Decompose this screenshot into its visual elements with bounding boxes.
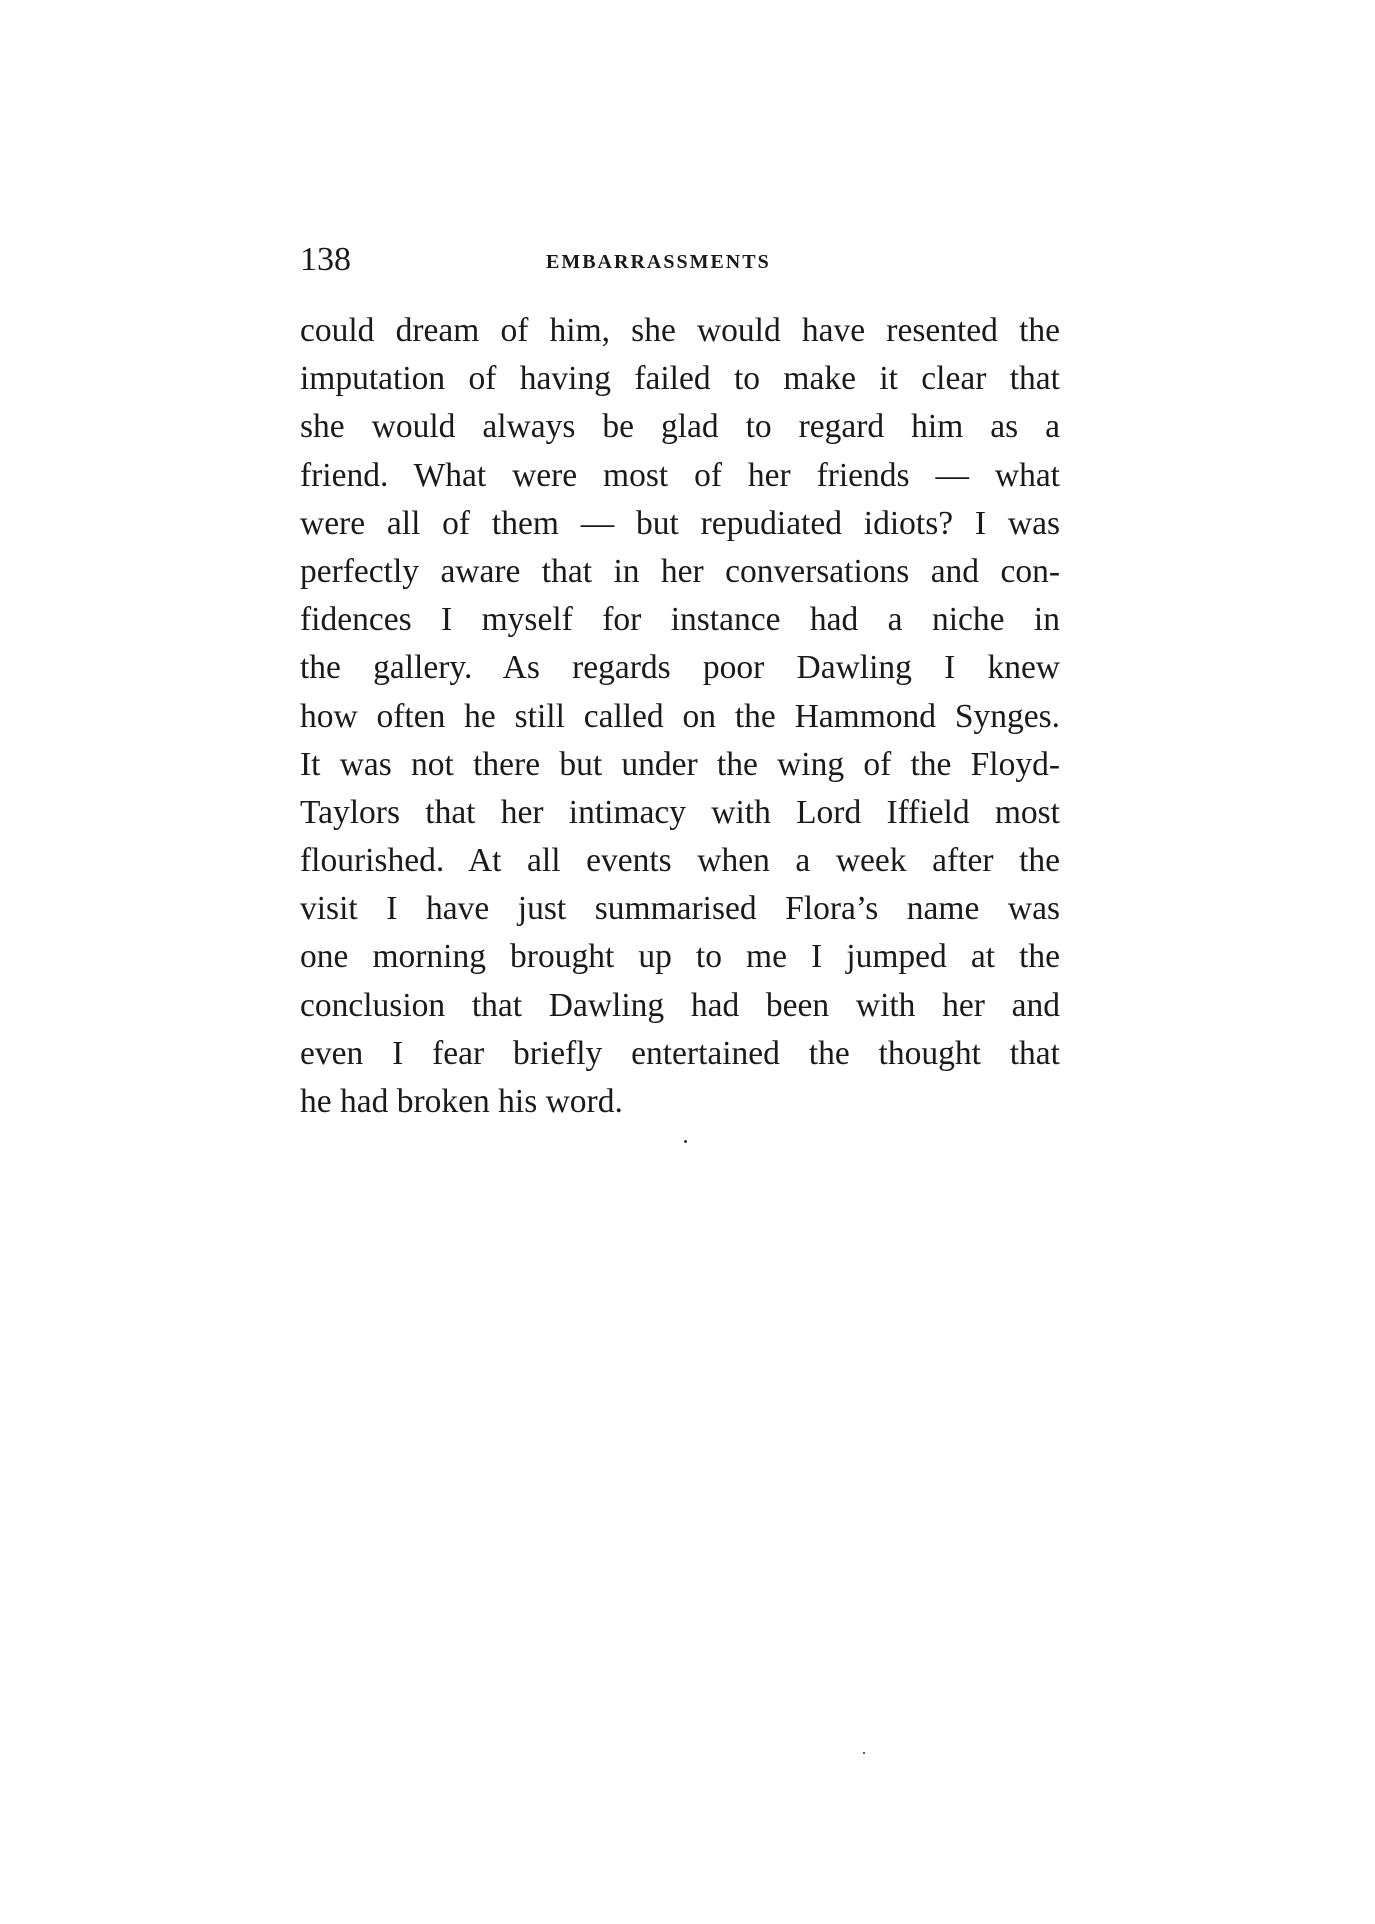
scan-speck [863,1752,865,1754]
text-line: the gallery. As regards poor Dawling I knew [300,649,1060,687]
text-line: friend. What were most of her friends — what [300,456,1060,494]
text-line: Taylors that her intimacy with Lord Iffield most [300,793,1060,831]
text-line: one morning brought up to me I jumped at the [300,938,1060,976]
text-line: even I fear briefly entertained the thought that [300,1034,1060,1072]
text-line: perfectly aware that in her conversations and con- [300,552,1060,590]
scan-speck [684,1140,687,1143]
running-head: EMBARRASSMENTS [546,251,771,273]
page-header [300,240,1060,280]
text-line: he had broken his word. [300,1083,623,1120]
text-line: flourished. At all events when a week after the [300,842,1060,880]
body-paragraph [300,307,1060,1126]
text-line: conclusion that Dawling had been with her and [300,986,1060,1024]
text-line: could dream of him, she would have resented the [300,312,1060,349]
text-line: fidences I myself for instance had a niche in [300,601,1060,639]
text-line: how often he still called on the Hammond Synges. [300,697,1060,735]
text-line: visit I have just summarised Flora’s name was [300,890,1060,928]
page-number: 138 [300,241,351,278]
text-line: were all of them — but repudiated idiots? I was [300,504,1060,542]
text-line: It was not there but under the wing of the Floyd- [300,745,1060,783]
text-line: she would always be glad to regard him as a [300,408,1060,446]
text-line: imputation of having failed to make it clear that [300,360,1060,398]
